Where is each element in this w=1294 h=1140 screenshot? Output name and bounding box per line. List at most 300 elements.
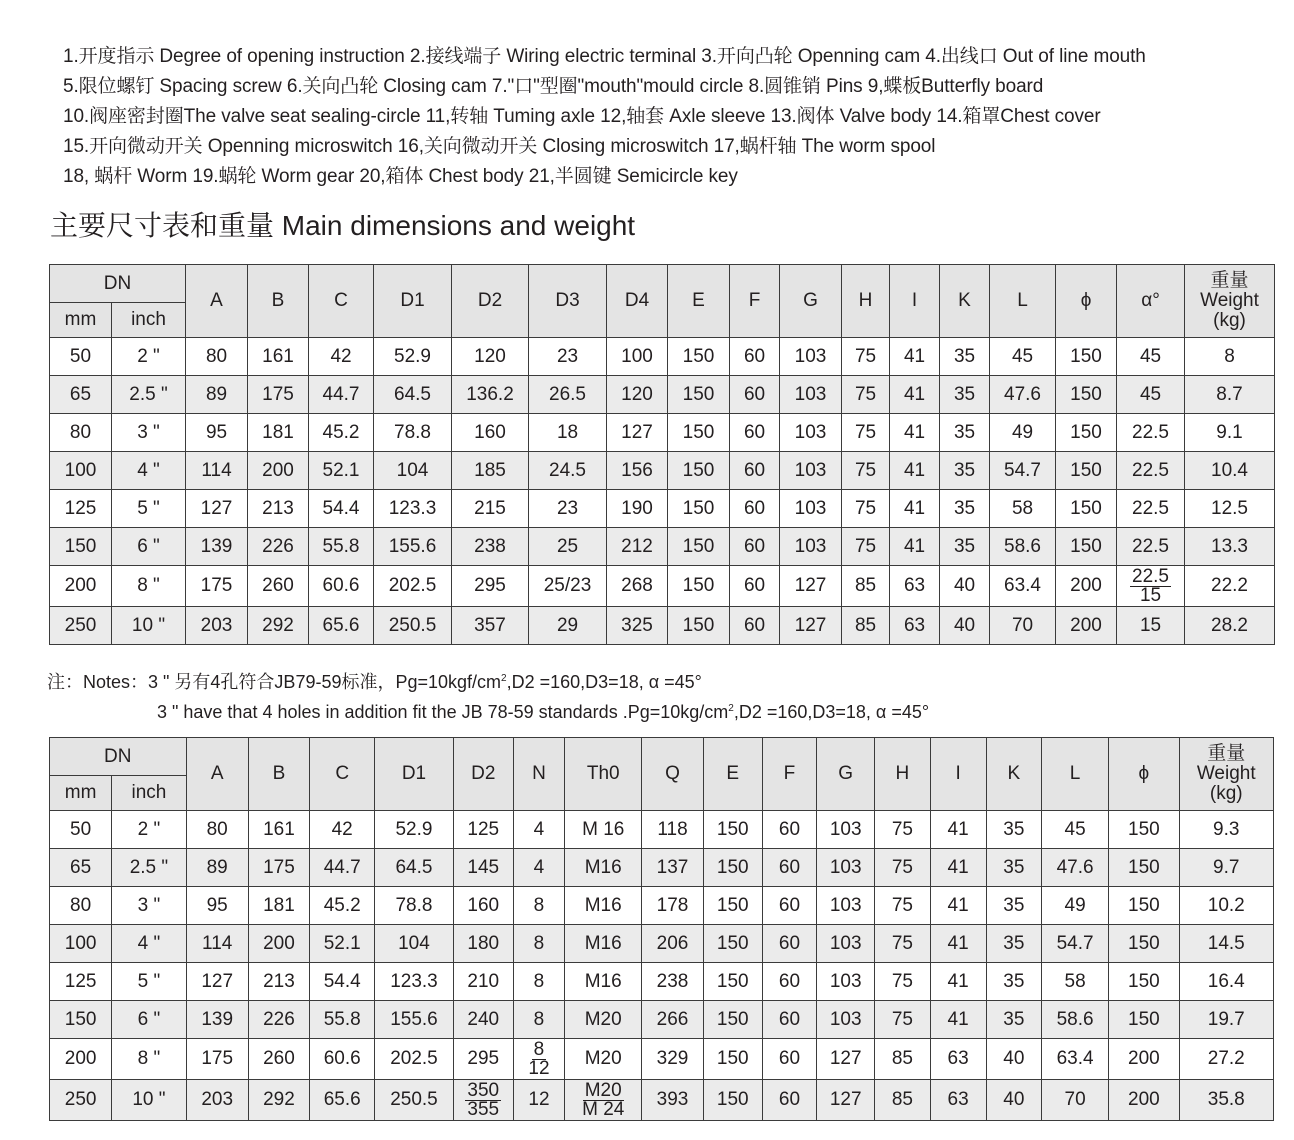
table-cell: 75 xyxy=(842,490,890,528)
table-cell: 85 xyxy=(842,607,890,645)
table-cell: 40 xyxy=(940,566,990,607)
table-cell: 35.8 xyxy=(1179,1080,1274,1121)
header-d3: D3 xyxy=(529,265,607,338)
table-cell: 49 xyxy=(1041,887,1108,925)
table-cell: 19.7 xyxy=(1179,1001,1274,1039)
header-d1: D1 xyxy=(375,738,453,811)
table-row xyxy=(50,887,1274,925)
table-cell: 136.2 xyxy=(452,376,529,414)
table-row xyxy=(50,452,1275,490)
table-cell: 65.6 xyxy=(310,1080,375,1121)
table-cell: 175 xyxy=(248,849,309,887)
weight-label-line: 重量 xyxy=(1207,743,1246,764)
header-d1: D1 xyxy=(374,265,452,338)
table-cell: 325 xyxy=(607,607,668,645)
table-cell: 44.7 xyxy=(310,849,375,887)
table-cell: 150 xyxy=(1109,849,1179,887)
table-cell: M16 xyxy=(565,887,642,925)
table-cell: 60.6 xyxy=(309,566,374,607)
table-cell: 47.6 xyxy=(1041,849,1108,887)
table-cell: 203 xyxy=(186,1080,248,1121)
table-cell: 60 xyxy=(762,963,816,1001)
table-cell: 45.2 xyxy=(310,887,375,925)
table-cell: 150 xyxy=(668,338,730,376)
table-cell: 156 xyxy=(607,452,668,490)
table-cell: M20 xyxy=(565,1001,642,1039)
table-cell: 125 xyxy=(453,811,513,849)
table-cell: 295 xyxy=(453,1039,513,1080)
table-cell: 127 xyxy=(186,963,248,1001)
table-cell: 54.4 xyxy=(309,490,374,528)
header-mm: mm xyxy=(50,776,112,811)
table-row xyxy=(50,1001,1274,1039)
table-cell: 80 xyxy=(50,414,112,452)
table-cell: 47.6 xyxy=(990,376,1056,414)
table-cell: 103 xyxy=(780,452,842,490)
table-cell: 60 xyxy=(762,811,816,849)
table-cell: 41 xyxy=(930,925,986,963)
table-cell xyxy=(513,1039,564,1080)
header-d2: D2 xyxy=(452,265,529,338)
table-cell: 15 xyxy=(1117,607,1185,645)
table-cell: 95 xyxy=(186,887,248,925)
table-cell: 80 xyxy=(50,887,112,925)
table-cell: 78.8 xyxy=(375,887,453,925)
table-cell: 40 xyxy=(986,1039,1041,1080)
table-cell: 104 xyxy=(374,452,452,490)
table-cell: 150 xyxy=(1109,963,1179,1001)
table-cell: 161 xyxy=(248,338,309,376)
table-cell: 260 xyxy=(248,566,309,607)
table-cell: 200 xyxy=(1109,1039,1179,1080)
table-cell: 41 xyxy=(890,376,940,414)
table-cell: 150 xyxy=(668,452,730,490)
table-cell: 200 xyxy=(1056,607,1117,645)
table-cell: M 16 xyxy=(565,811,642,849)
table-cell: 65 xyxy=(50,849,112,887)
table-cell: 295 xyxy=(452,566,529,607)
table-cell: 60 xyxy=(730,414,780,452)
table-cell: 27.2 xyxy=(1179,1039,1274,1080)
table-cell: 52.1 xyxy=(309,452,374,490)
table-cell: 75 xyxy=(875,1001,930,1039)
table-cell: 41 xyxy=(890,452,940,490)
header-k: K xyxy=(940,265,990,338)
table-cell: 206 xyxy=(642,925,703,963)
table-cell: 23 xyxy=(529,490,607,528)
weight-label-line: 重量 xyxy=(1210,270,1249,291)
table-cell xyxy=(453,1080,513,1121)
table-cell: 226 xyxy=(248,528,309,566)
header-d4: D4 xyxy=(607,265,668,338)
header-h: H xyxy=(842,265,890,338)
table-row xyxy=(50,490,1275,528)
table-cell: 127 xyxy=(780,607,842,645)
note-superscript: 2 xyxy=(501,673,507,684)
table-cell: 58.6 xyxy=(1041,1001,1108,1039)
table-cell: 65.6 xyxy=(309,607,374,645)
table-cell: 41 xyxy=(930,963,986,1001)
table-cell: 123.3 xyxy=(374,490,452,528)
table-cell: M16 xyxy=(565,925,642,963)
table-cell: 266 xyxy=(642,1001,703,1039)
fraction-numerator: 8 xyxy=(533,1038,545,1060)
table-cell: 24.5 xyxy=(529,452,607,490)
table-cell: 41 xyxy=(930,1001,986,1039)
table-cell: 22.5 xyxy=(1117,452,1185,490)
table-cell: 63.4 xyxy=(990,566,1056,607)
table-cell: 58.6 xyxy=(990,528,1056,566)
header-b: B xyxy=(248,265,309,338)
table-cell: 155.6 xyxy=(374,528,452,566)
table-cell: 123.3 xyxy=(375,963,453,1001)
table-cell: 8 " xyxy=(112,566,186,607)
table-cell: 35 xyxy=(986,1001,1041,1039)
header-d2: D2 xyxy=(453,738,513,811)
header-col: ϕ xyxy=(1109,738,1179,811)
table-cell: 103 xyxy=(780,490,842,528)
table-cell: 40 xyxy=(940,607,990,645)
header-mm: mm xyxy=(50,303,112,338)
table-cell: 6 " xyxy=(112,528,186,566)
table-cell: 118 xyxy=(642,811,703,849)
table-row xyxy=(50,414,1275,452)
table-cell: 150 xyxy=(1109,1001,1179,1039)
table-cell: 114 xyxy=(186,452,248,490)
table-cell: 150 xyxy=(668,607,730,645)
table-cell: 9.1 xyxy=(1185,414,1275,452)
table-cell: 178 xyxy=(642,887,703,925)
table-cell: 41 xyxy=(890,414,940,452)
table-cell: 60 xyxy=(762,849,816,887)
table-cell: 120 xyxy=(452,338,529,376)
table-cell: 8 " xyxy=(112,1039,186,1080)
table-cell: 60 xyxy=(730,452,780,490)
table-cell: 10.2 xyxy=(1179,887,1274,925)
table-cell: 127 xyxy=(780,566,842,607)
table-cell: 5 " xyxy=(112,490,186,528)
note-text: ,D2 =160,D3=18, α =45° xyxy=(506,672,702,692)
table-cell: 45 xyxy=(1041,811,1108,849)
table-cell: 200 xyxy=(1056,566,1117,607)
table-cell: 60 xyxy=(730,490,780,528)
table-cell: 42 xyxy=(309,338,374,376)
table-cell: 54.7 xyxy=(990,452,1056,490)
table-cell: 150 xyxy=(1109,811,1179,849)
table-cell: 75 xyxy=(842,414,890,452)
table-cell: 125 xyxy=(50,963,112,1001)
table-cell: 103 xyxy=(817,811,875,849)
table-row xyxy=(50,811,1274,849)
header-l: L xyxy=(990,265,1056,338)
table-cell: 35 xyxy=(940,452,990,490)
table-cell: 150 xyxy=(668,528,730,566)
table-cell: 95 xyxy=(186,414,248,452)
header-i: I xyxy=(930,738,986,811)
table-cell: 80 xyxy=(186,338,248,376)
table-cell: 185 xyxy=(452,452,529,490)
table-cell: 60 xyxy=(730,566,780,607)
table-cell: 200 xyxy=(50,566,112,607)
table-cell: 150 xyxy=(668,566,730,607)
table-cell: 26.5 xyxy=(529,376,607,414)
table-cell: 103 xyxy=(817,1001,875,1039)
table-cell: 212 xyxy=(607,528,668,566)
table-cell: 35 xyxy=(986,811,1041,849)
table-cell: 8 xyxy=(513,887,564,925)
table-cell: 41 xyxy=(890,338,940,376)
table-cell: 100 xyxy=(607,338,668,376)
table-cell: 104 xyxy=(375,925,453,963)
table-row xyxy=(50,607,1275,645)
table-row xyxy=(50,566,1275,607)
fraction-denominator: 355 xyxy=(467,1098,500,1120)
table-cell: 150 xyxy=(1056,452,1117,490)
table-cell: 160 xyxy=(453,887,513,925)
table-cell: 28.2 xyxy=(1185,607,1275,645)
dimensions-table-2 xyxy=(49,737,1274,1121)
table-cell: 63 xyxy=(930,1080,986,1121)
table-cell: 45 xyxy=(1117,376,1185,414)
table-cell: 150 xyxy=(1056,528,1117,566)
header-h: H xyxy=(875,738,930,811)
header-inch: inch xyxy=(112,303,186,338)
table-cell: 292 xyxy=(248,1080,309,1121)
table-cell: 52.9 xyxy=(375,811,453,849)
table-cell: 103 xyxy=(780,414,842,452)
table-cell: 64.5 xyxy=(375,849,453,887)
table-cell: 4 " xyxy=(112,452,186,490)
header-th0: Th0 xyxy=(565,738,642,811)
table-cell: 60 xyxy=(730,607,780,645)
table-cell: 215 xyxy=(452,490,529,528)
table-cell: 4 xyxy=(513,811,564,849)
table-cell: 45 xyxy=(1117,338,1185,376)
table-cell: 18 xyxy=(529,414,607,452)
table-cell: 58 xyxy=(1041,963,1108,1001)
header-row xyxy=(50,265,1275,303)
table-cell: 203 xyxy=(186,607,248,645)
table-cell: 75 xyxy=(842,376,890,414)
table-cell: 329 xyxy=(642,1039,703,1080)
header-a: A xyxy=(186,738,248,811)
table-cell: 139 xyxy=(186,528,248,566)
table-cell xyxy=(1117,566,1185,607)
note-superscript: 2 xyxy=(728,703,734,714)
table-cell: 155.6 xyxy=(375,1001,453,1039)
table-cell: 150 xyxy=(1109,925,1179,963)
table-cell: 213 xyxy=(248,963,309,1001)
header-c: C xyxy=(310,738,375,811)
header-n: N xyxy=(513,738,564,811)
fraction xyxy=(465,1079,501,1120)
table-cell: 35 xyxy=(986,925,1041,963)
table-cell: 45 xyxy=(990,338,1056,376)
fraction xyxy=(580,1079,626,1120)
table-cell: 64.5 xyxy=(374,376,452,414)
header-q: Q xyxy=(642,738,703,811)
header-weight xyxy=(1185,265,1275,338)
table-cell: 50 xyxy=(50,338,112,376)
table-cell: 2.5 " xyxy=(112,849,186,887)
table-cell: 80 xyxy=(186,811,248,849)
table-cell: 150 xyxy=(50,528,112,566)
table-cell: 63 xyxy=(930,1039,986,1080)
table-cell: 54.7 xyxy=(1041,925,1108,963)
table-cell: 202.5 xyxy=(375,1039,453,1080)
table-cell: 2 " xyxy=(112,811,186,849)
table-cell: 45.2 xyxy=(309,414,374,452)
weight-label-line: (kg) xyxy=(1213,310,1246,331)
table-cell: 60 xyxy=(762,1080,816,1121)
header-e: E xyxy=(703,738,762,811)
table-cell: 85 xyxy=(875,1039,930,1080)
table-cell: 202.5 xyxy=(374,566,452,607)
table-cell: 75 xyxy=(875,811,930,849)
header-a: A xyxy=(186,265,248,338)
table-cell: 175 xyxy=(186,566,248,607)
table-cell: 150 xyxy=(703,1080,762,1121)
table-cell: 150 xyxy=(703,925,762,963)
table-cell: 22.5 xyxy=(1117,528,1185,566)
table-cell: 63.4 xyxy=(1041,1039,1108,1080)
table-cell: 35 xyxy=(986,963,1041,1001)
table-cell: 41 xyxy=(930,811,986,849)
table-cell: 35 xyxy=(940,338,990,376)
table-cell: 181 xyxy=(248,887,309,925)
table-cell: 63 xyxy=(890,566,940,607)
table-cell: 3 " xyxy=(112,887,186,925)
table-cell: 240 xyxy=(453,1001,513,1039)
table-cell: 200 xyxy=(50,1039,112,1080)
table-cell: 35 xyxy=(940,490,990,528)
header-l: L xyxy=(1041,738,1108,811)
legend-line: 10.阀座密封圈The valve seat sealing-circle 11,转轴 Tuming axle 12,轴套 Axle sleeve 13.阀体 Valve body 14.箱罩Chest cover xyxy=(63,106,1101,127)
table-cell: 70 xyxy=(1041,1080,1108,1121)
table-cell: M20 xyxy=(565,1039,642,1080)
table-cell: 180 xyxy=(453,925,513,963)
legend-line: 18, 蜗杆 Worm 19.蜗轮 Worm gear 20,箱体 Chest body 21,半圆键 Semicircle key xyxy=(63,166,738,187)
table-cell: 22.5 xyxy=(1117,414,1185,452)
table-cell: 12 xyxy=(513,1080,564,1121)
table-cell: 114 xyxy=(186,925,248,963)
table-cell: 60 xyxy=(730,376,780,414)
table-cell: 150 xyxy=(703,1001,762,1039)
table-cell: 58 xyxy=(990,490,1056,528)
table-cell: 60 xyxy=(762,887,816,925)
table-cell: 357 xyxy=(452,607,529,645)
table-cell: 42 xyxy=(310,811,375,849)
table-cell: 52.1 xyxy=(310,925,375,963)
table-cell xyxy=(565,1080,642,1121)
table-cell: 100 xyxy=(50,925,112,963)
table-cell: 393 xyxy=(642,1080,703,1121)
table-cell: 160 xyxy=(452,414,529,452)
table-cell: 150 xyxy=(668,414,730,452)
table-cell: 49 xyxy=(990,414,1056,452)
table-cell: 5 " xyxy=(112,963,186,1001)
table-cell: 292 xyxy=(248,607,309,645)
table-cell: 137 xyxy=(642,849,703,887)
fraction-numerator: M20 xyxy=(584,1079,622,1101)
table-cell: 200 xyxy=(248,925,309,963)
table-cell: 89 xyxy=(186,376,248,414)
table-cell: 150 xyxy=(703,811,762,849)
table-cell: 75 xyxy=(842,528,890,566)
note-text: ,D2 =160,D3=18, α =45° xyxy=(733,702,930,722)
notes xyxy=(47,667,929,727)
table-row xyxy=(50,338,1275,376)
table-row xyxy=(50,963,1274,1001)
table-row xyxy=(50,849,1274,887)
table-cell: 175 xyxy=(248,376,309,414)
table-cell: 125 xyxy=(50,490,112,528)
header-dn: DN xyxy=(50,738,187,776)
table-cell: 8 xyxy=(513,925,564,963)
table-cell: 70 xyxy=(990,607,1056,645)
table-cell: 35 xyxy=(940,376,990,414)
fraction-denominator: 12 xyxy=(528,1057,550,1079)
header-inch: inch xyxy=(112,776,186,811)
table-cell: 75 xyxy=(842,338,890,376)
table-cell: 238 xyxy=(642,963,703,1001)
table-cell: 250.5 xyxy=(375,1080,453,1121)
table-cell: 22.5 xyxy=(1117,490,1185,528)
table-cell: 41 xyxy=(930,887,986,925)
table-cell: 103 xyxy=(780,528,842,566)
header-f: F xyxy=(762,738,816,811)
table-cell: 2 " xyxy=(112,338,186,376)
table-cell: 250 xyxy=(50,607,112,645)
table-cell: 3 " xyxy=(112,414,186,452)
table-cell: 25/23 xyxy=(529,566,607,607)
table-cell: 150 xyxy=(703,887,762,925)
fraction-denominator: M 24 xyxy=(582,1098,625,1120)
table-row xyxy=(50,925,1274,963)
dimensions-table-1 xyxy=(49,264,1275,645)
table-cell: 25 xyxy=(529,528,607,566)
table-cell: 35 xyxy=(940,414,990,452)
table-cell: 14.5 xyxy=(1179,925,1274,963)
table-row xyxy=(50,528,1275,566)
header-k: K xyxy=(986,738,1041,811)
table-cell: 200 xyxy=(1109,1080,1179,1121)
table-cell: 35 xyxy=(986,849,1041,887)
note-text: 3 " have that 4 holes in addition fit the JB 78-59 standards .Pg=10kg/cm xyxy=(157,702,729,722)
table-cell: 150 xyxy=(1109,887,1179,925)
table-cell: 226 xyxy=(248,1001,309,1039)
table-cell: 145 xyxy=(453,849,513,887)
table-cell: 75 xyxy=(842,452,890,490)
table-cell: 127 xyxy=(186,490,248,528)
table-cell: 52.9 xyxy=(374,338,452,376)
table-cell: 238 xyxy=(452,528,529,566)
header-row xyxy=(50,738,1274,776)
table-cell: 65 xyxy=(50,376,112,414)
table-cell: 41 xyxy=(930,849,986,887)
table-cell: 10 " xyxy=(112,607,186,645)
table-cell: 35 xyxy=(940,528,990,566)
table-cell: 55.8 xyxy=(309,528,374,566)
table-cell: 150 xyxy=(1056,414,1117,452)
header-dn: DN xyxy=(50,265,186,303)
table-cell: 54.4 xyxy=(310,963,375,1001)
table-cell: 13.3 xyxy=(1185,528,1275,566)
table-cell: M16 xyxy=(565,849,642,887)
table-cell: 250.5 xyxy=(374,607,452,645)
table-cell: 8 xyxy=(1185,338,1275,376)
table-cell: 9.7 xyxy=(1179,849,1274,887)
